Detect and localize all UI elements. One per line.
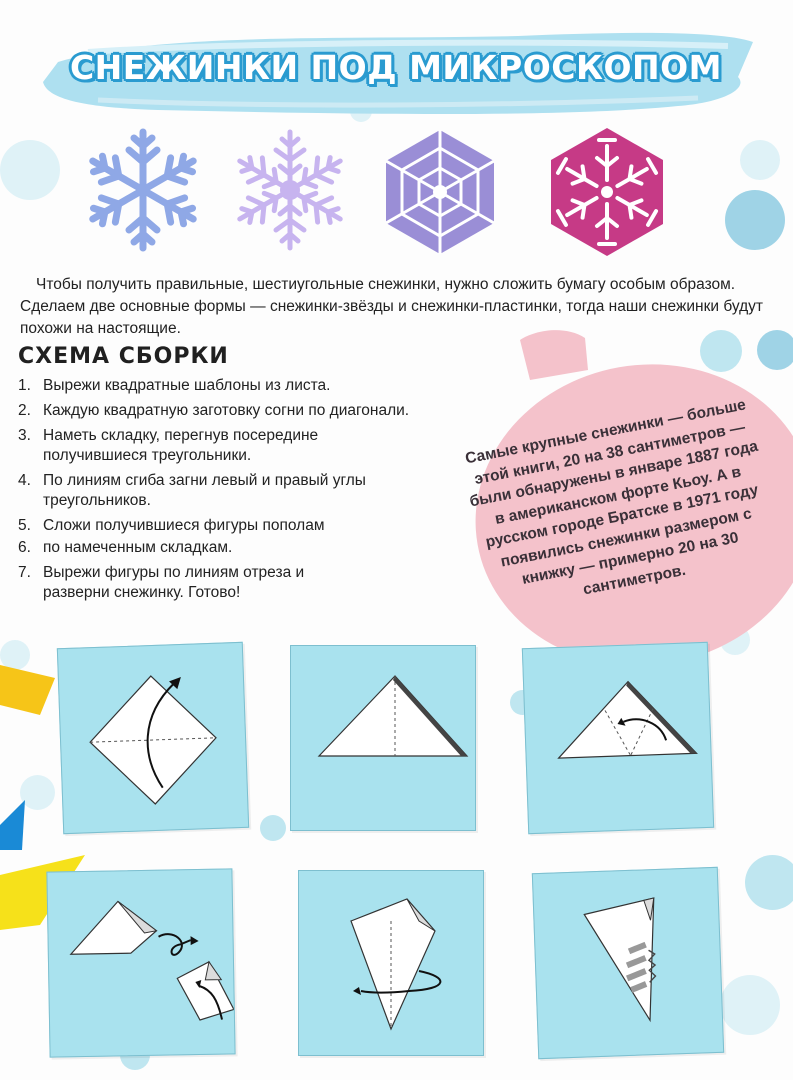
list-item bbox=[18, 471, 403, 511]
fact-text: Самые крупные снежинки — больше этой книги, 20 на 38 сантиметров — были обнаружены в январе 1887 года в американском форте Кьоу. А в русском городе Братске в 1971 году появились снежинки размером с книжку — примерно 20 на 30 сантиметров. bbox=[463, 396, 760, 598]
decor-shape bbox=[0, 660, 60, 720]
step-number: 4. bbox=[18, 472, 31, 489]
step-text: Каждую квадратную заготовку согни по диагонали. bbox=[43, 402, 410, 419]
list-item bbox=[18, 376, 418, 396]
step-number: 1. bbox=[18, 377, 31, 394]
list-item bbox=[18, 563, 313, 603]
snowflake-star-icon bbox=[78, 125, 208, 255]
decor-dot bbox=[740, 140, 780, 180]
fold-diagram-icon bbox=[58, 643, 248, 833]
step-number: 6. bbox=[18, 539, 31, 556]
decor-dot bbox=[720, 975, 780, 1035]
step-tile-2 bbox=[290, 645, 476, 831]
fold-diagram-icon bbox=[299, 871, 483, 1055]
steps-list bbox=[18, 376, 418, 603]
fold-diagram-icon bbox=[47, 869, 234, 1056]
page-title: СНЕЖИНКИ ПОД МИКРОСКОПОМ bbox=[69, 48, 723, 87]
fold-diagram-icon bbox=[291, 646, 475, 830]
step-tile-4 bbox=[46, 868, 235, 1057]
step-number: 3. bbox=[18, 427, 31, 444]
step-number: 5. bbox=[18, 517, 31, 534]
decor-shape bbox=[0, 795, 30, 855]
list-item bbox=[18, 516, 418, 536]
step-number: 7. bbox=[18, 564, 31, 581]
decor-dot bbox=[725, 190, 785, 250]
step-text: по намеченным складкам. bbox=[43, 539, 233, 556]
snowflake-plate-icon bbox=[373, 125, 507, 259]
step-text: По линиям сгиба загни левый и правый углы треугольников. bbox=[43, 472, 366, 509]
fold-diagram-icon bbox=[533, 868, 723, 1058]
decor-dot bbox=[0, 140, 60, 200]
step-tile-3 bbox=[522, 642, 714, 834]
step-tile-1 bbox=[57, 642, 249, 834]
list-item bbox=[18, 401, 418, 421]
fold-diagram-icon bbox=[523, 643, 713, 833]
step-text: Сложи получившиеся фигуры пополам bbox=[43, 517, 325, 534]
step-text: Наметь складку, перегнув посередине получившиеся треугольники. bbox=[43, 427, 319, 464]
intro-paragraph: Чтобы получить правильные, шестиугольные снежинки, нужно сложить бумагу особым образом. Сделаем две основные формы — снежинки-звёзды и снежинки-пластинки, тогда наши снежинки будут похожи на настоящие. bbox=[20, 276, 763, 337]
step-text: Вырежи квадратные шаблоны из листа. bbox=[43, 377, 331, 394]
step-tile-5 bbox=[298, 870, 484, 1056]
snowflake-lace-icon bbox=[540, 125, 674, 259]
section-title: СХЕМА СБОРКИ bbox=[18, 344, 229, 369]
step-number: 2. bbox=[18, 402, 31, 419]
snowflake-fern-icon bbox=[225, 125, 355, 255]
step-text: Вырежи фигуры по линиям отреза и разверни снежинку. Готово! bbox=[43, 564, 305, 601]
decor-dot bbox=[260, 815, 286, 841]
list-item bbox=[18, 426, 343, 466]
step-tile-6 bbox=[532, 867, 724, 1059]
list-item bbox=[18, 538, 418, 558]
decor-dot bbox=[745, 855, 793, 910]
